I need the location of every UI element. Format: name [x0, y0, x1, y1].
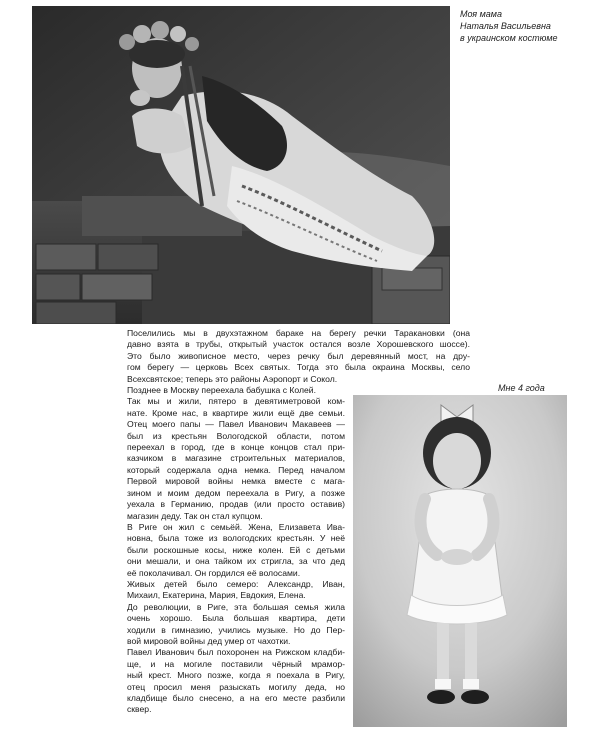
body-text-line: Всехсвятское; теперь это районы Аэропорт и Сокол.: [127, 373, 338, 384]
body-text-line: ще, и на могиле поставили чёрный мрамор-: [127, 658, 345, 669]
body-text-line: Михаил, Екатерина, Мария, Евдокия, Елена.: [127, 590, 306, 601]
child-photo-caption: [498, 382, 578, 394]
body-text-line: отец просил меня разыскать могилу деда, но: [127, 681, 345, 692]
body-text-line: магазин деду. Так он стал купцом.: [127, 510, 263, 521]
mother-photo: [32, 6, 450, 324]
body-text-line: давно взята в трубы, открытый участок остался возле Хорошевского шоссе).: [127, 339, 470, 350]
body-text-line: её поколачивал. Он гордился её волосами.: [127, 567, 301, 578]
body-text-line: Это было живописное место, через речку был деревянный мост, на дру-: [127, 350, 470, 361]
body-text-line: До революции, в Риге, эта большая семья жила: [127, 601, 345, 612]
child-photo: [353, 395, 567, 727]
body-text-line: ходили в гимназию, учились музыке. Но до Пер-: [127, 624, 345, 635]
body-text-line: ный крест. Много позже, когда я поехала в Ригу,: [127, 670, 345, 681]
mother-photo-image: [32, 6, 450, 324]
body-text-line: нате. Кроме нас, в квартире жили ещё две семьи.: [127, 407, 345, 418]
body-text-line: уехала в Германию, продав (или просто оставив): [127, 499, 345, 510]
body-text-line: Живых детей было семеро: Александр, Иван,: [127, 578, 345, 589]
caption-line: Наталья Васильевна: [460, 21, 551, 31]
body-text-line: вой мировой войны дед умер от чахотки.: [127, 635, 291, 646]
body-text-line: кладбище было снесено, а на его месте разбили: [127, 693, 345, 703]
caption-line: Моя мама: [460, 9, 502, 19]
body-text-line: очень хорошо. Была большая квартира, дети: [127, 613, 345, 624]
child-photo-image: [353, 395, 567, 727]
body-text-line: Так мы и жили, пятеро в девятиметровой ком-: [127, 396, 345, 407]
body-text-line: зином и моим дедом переехала в Ригу, а позже: [127, 487, 345, 498]
caption-line: Мне 4 года: [498, 383, 545, 393]
body-text-line: Первой мировой войны немка вместе с мага-: [127, 476, 345, 487]
body-text-line: Поселились мы в двухэтажном бараке на берегу речки Таракановки (она: [127, 328, 470, 338]
body-text-line: они мешали, и она тайком их стригла, за что дед: [127, 556, 345, 567]
body-text-line: казчиком в магазине строительных материалов,: [127, 453, 345, 464]
body-text-line: Отец моего папы — Павел Иванович Макавеев —: [127, 419, 345, 430]
body-text-line: гом берегу — церковь Всех святых. Тогда это была окраина Москвы, село: [127, 362, 470, 373]
caption-line: в украинском костюме: [460, 33, 558, 43]
body-text-line: новна, была тоже из вологодских крестьян. У неё: [127, 533, 345, 544]
body-text-line: В Риге он жил с семьёй. Жена, Елизавета Ива-: [127, 521, 345, 532]
body-text-line: Павел Иванович был похоронен на Рижском кладби-: [127, 647, 345, 658]
body-text-line: который содержала одна немка. Перед началом: [127, 464, 345, 475]
body-text-line: сквер.: [127, 704, 152, 715]
body-text-line: были роскошные косы, ниже колен. Ей с детьми: [127, 544, 345, 555]
body-text-line: переехал в город, где в конце концов стал при-: [127, 442, 345, 453]
body-text-line: Позднее в Москву переехала бабушка с Колей.: [127, 385, 316, 396]
body-text-line: был из крестьян Вологодской области, потом: [127, 430, 345, 441]
mother-photo-caption: [460, 8, 590, 44]
